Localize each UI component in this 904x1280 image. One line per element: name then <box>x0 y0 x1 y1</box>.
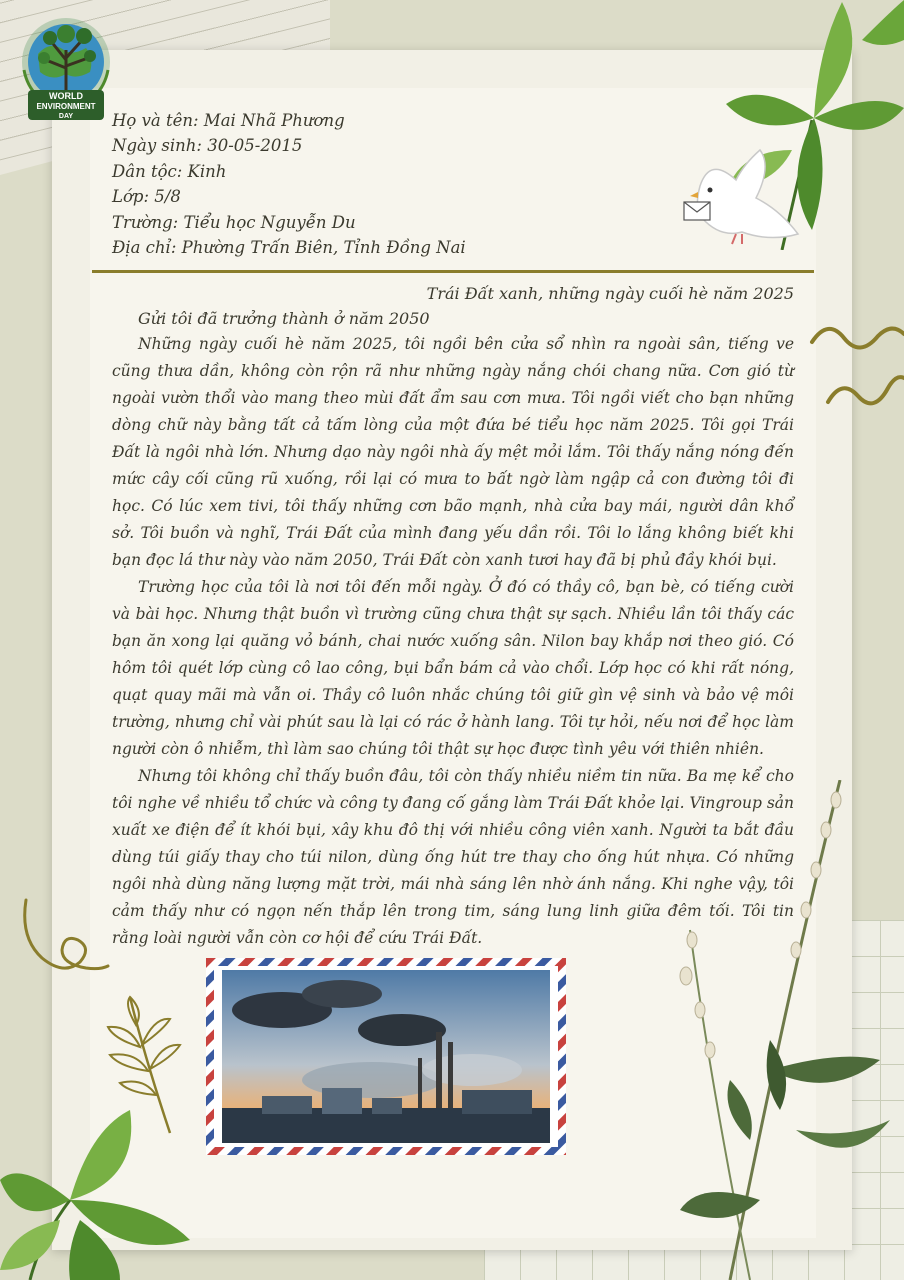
student-info <box>112 108 712 260</box>
student-birthdate: Ngày sinh: 30-05-2015 <box>112 136 303 156</box>
student-school: Trường: Tiểu học Nguyễn Du <box>112 212 356 232</box>
swirl-decoration <box>20 898 110 978</box>
world-environment-day-logo <box>10 10 122 122</box>
letter-paragraph: Nhưng tôi không chỉ thấy buồn đâu, tôi còn thấy nhiều niềm tin nữa. Ba mẹ kể cho tôi nghe về nhiều tổ chức và công ty đang cố gắng làm Trái Đất khỏe lại. Vingroup sản xuất xe điện để ít khói bụi, xây khu đô thị với nhiều công viên xanh. Người ta bắt đầu dùng túi giấy thay cho túi nilon, dùng ống hút tre thay cho ống hút nhựa. Có những ngôi nhà dùng năng lượng mặt trời, mái nhà sáng lên nhờ ánh nắng. Khi nghe vậy, tôi cảm thấy như có ngọn nến thắp lên trong tim, sáng lung linh giữa đêm tối. Tôi tin rằng loài người vẫn còn cơ hội để cứu Trái Đất. <box>112 767 794 947</box>
letter-greeting: Gửi tôi đã trưởng thành ở năm 2050 <box>138 309 430 328</box>
letter-paragraph: Trường học của tôi là nơi tôi đến mỗi ngày. Ở đó có thầy cô, bạn bè, có tiếng cười và bài học. Nhưng thật buồn vì trường cũng chưa thật sự sạch. Nhiều lần tôi thấy các bạn ăn xong lại quăng vỏ bánh, chai nước xuống sân. Nilon bay khắp nơi theo gió. Có hôm tôi quét lớp cùng cô lao công, bụi bẩn bám cả vào chổi. Lớp học có khi rất nóng, quạt quay mãi mà vẫn oi. Thầy cô luôn nhắc chúng tôi giữ gìn vệ sinh và bảo vệ môi trường, nhưng chỉ vài phút sau là lại có rác ở hành lang. Tôi tự hỏi, nếu nơi để học làm người còn ô nhiễm, thì làm sao chúng tôi thật sự học được tình yêu với thiên nhiên. <box>112 578 794 758</box>
wildflower-plant-decoration <box>640 780 904 1280</box>
student-address: Địa chỉ: Phường Trấn Biên, Tỉnh Đồng Nai <box>112 237 466 257</box>
leaves-bottom-left-decoration <box>0 1100 200 1280</box>
student-class: Lớp: 5/8 <box>112 187 181 207</box>
factory-smoke-photo <box>222 970 550 1143</box>
student-ethnicity: Dân tộc: Kinh <box>112 161 227 181</box>
student-name: Họ và tên: Mai Nhã Phương <box>112 111 345 130</box>
logo-text-world: WORLD <box>49 91 83 101</box>
wave-line-decoration <box>808 318 904 410</box>
header-divider <box>92 270 814 273</box>
logo-text-environment: ENVIRONMENT <box>36 102 96 111</box>
letter-paragraph: Những ngày cuối hè năm 2025, tôi ngồi bên cửa sổ nhìn ra ngoài sân, tiếng ve cũng thưa dần, không còn rộn rã như những ngày nắng chói chang nữa. Cơn gió từ ngoài vườn thổi vào mang theo mùi đất ẩm sau cơn mưa. Tôi ngồi viết cho bạn những dòng chữ này bằng tất cả tấm lòng của một đứa bé tiểu học năm 2025. Tôi gọi Trái Đất là ngôi nhà lớn. Nhưng dạo này ngôi nhà ấy mệt mỏi lắm. Tôi thấy nắng nóng đến mức cây cối cũng rũ xuống, rồi lại có mưa to bất ngờ làm ngập cả con đường tôi đi học. Có lúc xem tivi, tôi thấy những cơn bão mạnh, nhà cửa bay mái, người dân khổ sở. Tôi buồn và nghĩ, Trái Đất của mình đang yếu dần rồi. Tôi lo lắng không biết khi bạn đọc lá thư này vào năm 2050, Trái Đất còn xanh tươi hay đã bị phủ đầy khói bụi. <box>112 335 794 569</box>
logo-text-day: DAY <box>58 113 74 120</box>
airmail-photo-frame <box>206 958 566 1155</box>
letter-date-line: Trái Đất xanh, những ngày cuối hè năm 2025 <box>426 284 794 303</box>
